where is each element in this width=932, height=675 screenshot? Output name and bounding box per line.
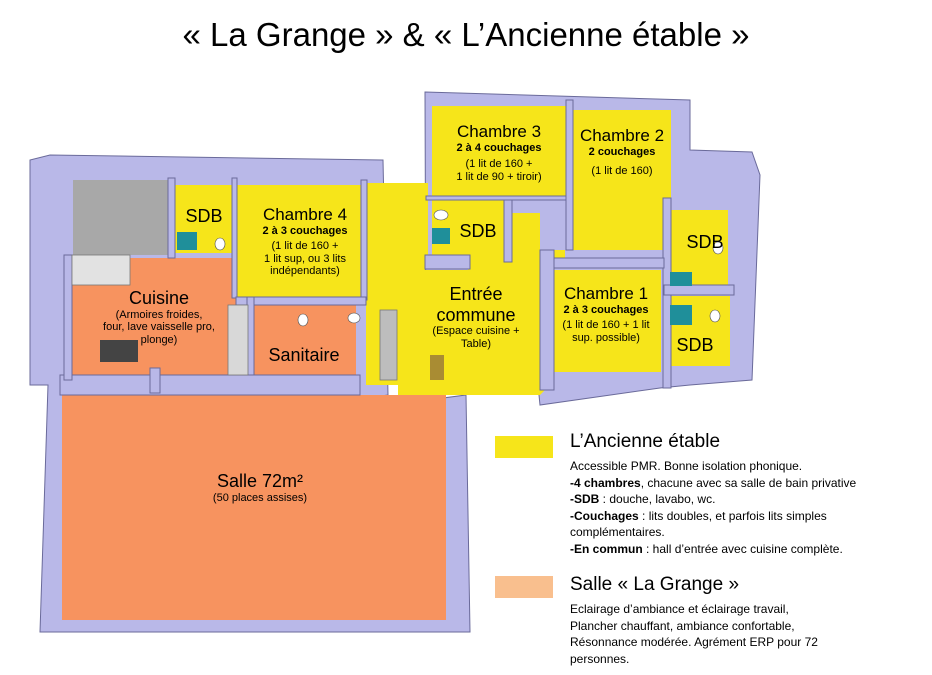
legend-line: -SDB : douche, lavabo, wc. — [570, 492, 716, 507]
beds-count: 2 à 3 couchages — [563, 303, 649, 316]
legend-swatch-etable — [495, 436, 553, 458]
salle-room — [62, 395, 446, 620]
room-name: commune — [436, 304, 516, 325]
toilet-icon — [298, 314, 308, 326]
shower-icon — [670, 272, 692, 286]
room-detail: (Armoires froides, — [115, 308, 203, 321]
sdb-label: SDB — [686, 232, 724, 252]
salle-label — [160, 471, 360, 504]
room-name: Chambre 2 — [579, 126, 665, 145]
shower-icon — [177, 232, 197, 250]
legend-line: Plancher chauffant, ambiance confortable, — [570, 618, 795, 633]
room-detail: (50 places assises) — [212, 491, 308, 504]
legend-title-grange: Salle « La Grange » — [570, 574, 740, 595]
chambre3-label — [432, 122, 566, 183]
sdb-label: SDB — [676, 335, 714, 355]
room-detail: (Espace cuisine + — [432, 325, 520, 338]
room-detail: Table) — [461, 338, 491, 351]
beds-count: 2 à 3 couchages — [262, 224, 348, 237]
beds-count: 2 à 4 couchages — [456, 141, 542, 154]
sdb-label: SDB — [185, 206, 223, 226]
room-name: Salle 72m² — [216, 471, 304, 491]
legend-line: -Couchages : lits doubles, et parfois lits simples — [570, 508, 827, 523]
shower-icon — [670, 305, 692, 325]
beds-detail: 1 lit de 90 + tiroir) — [456, 170, 542, 183]
legend-line: complémentaires. — [570, 525, 665, 540]
room-name: Chambre 3 — [456, 122, 542, 141]
legend-title-etable: L’Ancienne étable — [570, 431, 721, 452]
shower-icon — [432, 228, 450, 244]
chambre4-label — [236, 205, 374, 278]
beds-detail: indépendants) — [270, 265, 340, 278]
washbasin-icon — [434, 210, 448, 220]
beds-detail: (1 lit de 160 + 1 lit — [562, 319, 650, 332]
legend-line-emphasis: -4 chambres — [570, 475, 641, 490]
legend-line-emphasis: -Couchages — [570, 508, 639, 523]
legend-line-emphasis: -En commun — [570, 541, 643, 556]
storage-room — [73, 180, 168, 255]
page-title: « La Grange » & « L’Ancienne étable » — [182, 16, 750, 53]
beds-detail: (1 lit de 160) — [591, 165, 653, 178]
washbasin-icon — [348, 313, 360, 323]
chambre2-label — [570, 126, 674, 178]
sanitaire-label: Sanitaire — [268, 345, 340, 365]
toilet-icon — [710, 310, 720, 322]
legend-line: Résonnance modérée. Agrément ERP pour 72 — [570, 635, 818, 650]
legend-line-emphasis: -SDB — [570, 492, 600, 507]
counter-icon — [228, 305, 248, 375]
legend-line: personnes. — [570, 651, 630, 666]
room-detail: plonge) — [140, 333, 178, 346]
room-name: Cuisine — [128, 288, 190, 308]
beds-detail: (1 lit de 160 + — [465, 158, 533, 171]
legend-line: Eclairage d’ambiance et éclairage travail, — [570, 602, 789, 616]
legend-line: -En commun : hall d’entrée avec cuisine complète. — [570, 541, 843, 556]
beds-detail: (1 lit de 160 + — [271, 240, 339, 253]
kitchen-counter-icon — [380, 310, 397, 380]
room-detail: four, lave vaisselle pro, — [103, 321, 215, 334]
toilet-icon — [215, 238, 225, 250]
table-icon — [430, 355, 444, 380]
chambre1-label — [550, 284, 662, 344]
entree-label — [420, 284, 532, 351]
beds-detail: 1 lit sup, ou 3 lits — [264, 252, 346, 265]
room-name: Entrée — [449, 284, 503, 304]
legend-text-grange — [570, 601, 818, 667]
legend-line: -4 chambres, chacune avec sa salle de bain privative — [570, 475, 857, 490]
room-name: Chambre 1 — [563, 284, 649, 303]
fridge-unit-icon — [72, 255, 130, 285]
beds-detail: sup. possible) — [572, 331, 640, 344]
legend-text-etable — [570, 458, 856, 558]
sdb-label: SDB — [459, 221, 497, 241]
legend-line: Accessible PMR. Bonne isolation phonique. — [570, 459, 803, 473]
room-name: Chambre 4 — [262, 205, 348, 224]
cuisine-label — [96, 288, 222, 347]
legend-swatch-grange — [495, 576, 553, 598]
beds-count: 2 couchages — [588, 145, 656, 158]
